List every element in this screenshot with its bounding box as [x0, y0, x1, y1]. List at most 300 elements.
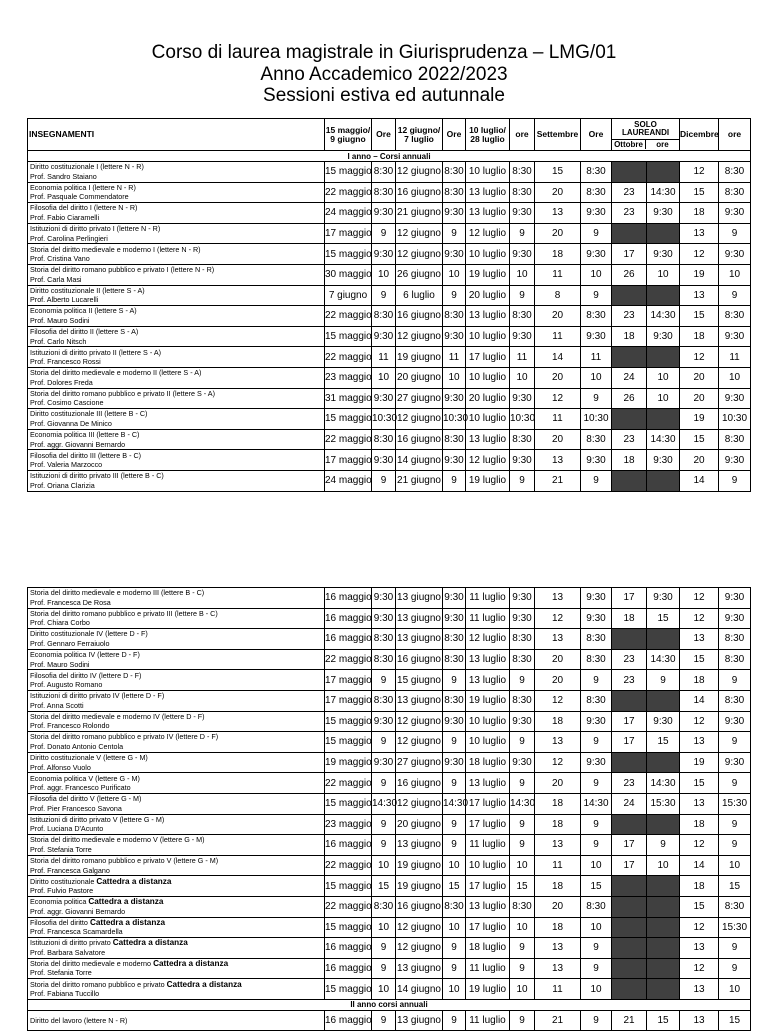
cell-d5: 23 — [612, 773, 647, 794]
course-cell — [28, 917, 325, 938]
cell-d4: 20 — [535, 367, 581, 388]
cell-o2: 9:30 — [443, 203, 466, 224]
cell-d2: 13 giugno — [396, 608, 443, 629]
cell-o2: 9:30 — [443, 326, 466, 347]
cell-o1: 8:30 — [372, 162, 396, 183]
cell-o6: 9:30 — [719, 711, 751, 732]
cell-o6: 9:30 — [719, 608, 751, 629]
header-ore-1: Ore — [372, 119, 396, 151]
professor-name: Prof. aggr. Francesco Purificato — [30, 783, 131, 793]
cell-o5: 9:30 — [647, 244, 680, 265]
cell-d6: 14 — [680, 690, 719, 711]
professor-name: Prof. Chiara Corbo — [30, 618, 90, 628]
table-row — [28, 450, 751, 471]
cell-d4: 18 — [535, 793, 581, 814]
professor-name: Prof. Pasquale Commendatore — [30, 192, 129, 202]
course-cell — [28, 203, 325, 224]
cell-o4: 9 — [581, 285, 612, 306]
cell-d2: 21 giugno — [396, 470, 443, 491]
cell-d1: 15 maggio — [325, 409, 372, 430]
course-name: Storia del diritto medievale e moderno III (lettere B - C) — [30, 588, 205, 598]
cell-d5 — [612, 958, 647, 979]
cell-o2: 8:30 — [443, 649, 466, 670]
course-name: Filosofia del diritto III (lettere B - C) — [30, 450, 142, 460]
professor-name: Prof. Anna Scotti — [30, 700, 84, 710]
cell-d1: 30 maggio — [325, 264, 372, 285]
cell-o2: 9:30 — [443, 711, 466, 732]
cell-o5 — [647, 285, 680, 306]
cell-o3: 8:30 — [510, 162, 535, 183]
cell-o5 — [647, 223, 680, 244]
cell-d6: 15 — [680, 306, 719, 327]
professor-name: Prof. Pier Francesco Savona — [30, 803, 122, 813]
cell-o4: 9 — [581, 835, 612, 856]
cell-d6: 19 — [680, 752, 719, 773]
cell-d2: 13 giugno — [396, 690, 443, 711]
cell-d3: 18 luglio — [466, 938, 510, 959]
cell-d1: 22 maggio — [325, 429, 372, 450]
course-name: Istituzioni di diritto privato — [30, 938, 111, 948]
cell-o4: 9:30 — [581, 244, 612, 265]
header-session-3: 10 luglio/ 28 luglio — [466, 119, 510, 151]
cell-d6: 18 — [680, 876, 719, 897]
cell-o1: 8:30 — [372, 896, 396, 917]
cell-d2: 19 giugno — [396, 855, 443, 876]
cell-d5 — [612, 917, 647, 938]
course-cell — [28, 711, 325, 732]
cell-d3: 13 luglio — [466, 773, 510, 794]
course-cell — [28, 285, 325, 306]
table-row — [28, 670, 751, 691]
course-name: Istituzioni di diritto privato V (lettere G - M) — [30, 814, 165, 824]
cell-d4: 18 — [535, 711, 581, 732]
cell-d2: 12 giugno — [396, 711, 443, 732]
cell-o3: 9 — [510, 835, 535, 856]
cell-o1: 8:30 — [372, 690, 396, 711]
course-name: Istituzioni di diritto privato IV (lettere D - F) — [30, 691, 165, 701]
professor-name: Prof. Stefania Torre — [30, 844, 92, 854]
cell-d1: 16 maggio — [325, 588, 372, 609]
cell-d2: 13 giugno — [396, 1010, 443, 1031]
cell-d4: 21 — [535, 470, 581, 491]
cell-o2: 8:30 — [443, 690, 466, 711]
cell-o4: 9:30 — [581, 450, 612, 471]
cell-o3: 9:30 — [510, 388, 535, 409]
table-row — [28, 1010, 751, 1031]
cell-o6: 9:30 — [719, 388, 751, 409]
cell-d1: 24 maggio — [325, 203, 372, 224]
cell-o1: 9 — [372, 1010, 396, 1031]
cell-o2: 10:30 — [443, 409, 466, 430]
cell-d6: 12 — [680, 244, 719, 265]
cell-d5: 21 — [612, 1010, 647, 1031]
professor-name: Prof. Francesca Scamardella — [30, 927, 123, 937]
cell-d6: 13 — [680, 629, 719, 650]
cell-o1: 9:30 — [372, 588, 396, 609]
cell-o4: 9:30 — [581, 752, 612, 773]
cell-o1: 10 — [372, 367, 396, 388]
professor-name: Prof. Donato Antonio Centola — [30, 741, 124, 751]
cell-o5 — [647, 470, 680, 491]
cell-d5 — [612, 814, 647, 835]
cell-d3: 10 luglio — [466, 244, 510, 265]
cell-d6: 12 — [680, 711, 719, 732]
professor-name: Prof. Mauro Sodini — [30, 659, 90, 669]
cell-o6: 9 — [719, 470, 751, 491]
cell-d3: 11 luglio — [466, 608, 510, 629]
cell-o2: 9:30 — [443, 388, 466, 409]
professor-name: Prof. Francesco Rossi — [30, 357, 101, 367]
table-row — [28, 203, 751, 224]
distance-course-label: Cattedra a distanza — [96, 876, 172, 886]
cell-d3: 18 luglio — [466, 752, 510, 773]
cell-d2: 12 giugno — [396, 162, 443, 183]
cell-o1: 9 — [372, 958, 396, 979]
cell-d3: 13 luglio — [466, 896, 510, 917]
course-cell — [28, 162, 325, 183]
cell-o6: 8:30 — [719, 896, 751, 917]
cell-o3: 9:30 — [510, 450, 535, 471]
course-name: Filosofia del diritto I (lettere N - R) — [30, 203, 138, 213]
cell-o1: 10 — [372, 979, 396, 1000]
cell-o3: 9 — [510, 732, 535, 753]
header-dicembre: Dicembre — [680, 119, 719, 151]
cell-o2: 10 — [443, 367, 466, 388]
cell-o4: 9 — [581, 958, 612, 979]
cell-d5 — [612, 162, 647, 183]
cell-d1: 7 giugno — [325, 285, 372, 306]
cell-d4: 20 — [535, 670, 581, 691]
cell-d1: 15 maggio — [325, 162, 372, 183]
cell-d5: 23 — [612, 306, 647, 327]
cell-o3: 9 — [510, 938, 535, 959]
cell-d2: 19 giugno — [396, 347, 443, 368]
cell-o3: 9 — [510, 773, 535, 794]
cell-d5 — [612, 876, 647, 897]
cell-d3: 10 luglio — [466, 409, 510, 430]
cell-o2: 14:30 — [443, 793, 466, 814]
cell-d5: 23 — [612, 670, 647, 691]
professor-name: Prof. Carlo Nitsch — [30, 336, 87, 346]
table-row — [28, 608, 751, 629]
cell-d5 — [612, 690, 647, 711]
cell-o3: 9:30 — [510, 588, 535, 609]
professor-name: Prof. Stefania Torre — [30, 968, 92, 978]
course-name: Storia del diritto romano pubblico e privato IV (lettere D - F) — [30, 732, 219, 742]
cell-o4: 10:30 — [581, 409, 612, 430]
header-settembre: Settembre — [535, 119, 581, 151]
cell-o2: 9 — [443, 773, 466, 794]
cell-o1: 9 — [372, 835, 396, 856]
professor-name: Prof. Alfonso Vuolo — [30, 762, 91, 772]
cell-d4: 20 — [535, 773, 581, 794]
cell-o5: 15 — [647, 732, 680, 753]
cell-d2: 12 giugno — [396, 732, 443, 753]
cell-d3: 10 luglio — [466, 711, 510, 732]
cell-d1: 24 maggio — [325, 470, 372, 491]
cell-d2: 27 giugno — [396, 388, 443, 409]
cell-d2: 15 giugno — [396, 670, 443, 691]
cell-d1: 22 maggio — [325, 773, 372, 794]
course-name: Economia politica V (lettere G - M) — [30, 773, 140, 783]
cell-d2: 6 luglio — [396, 285, 443, 306]
course-name: Diritto costituzionale V (lettere G - M) — [30, 753, 148, 763]
cell-o3: 8:30 — [510, 649, 535, 670]
course-cell — [28, 306, 325, 327]
cell-d3: 10 luglio — [466, 855, 510, 876]
course-cell — [28, 649, 325, 670]
professor-name: Prof. Alberto Lucarelli — [30, 295, 99, 305]
cell-o6: 9:30 — [719, 588, 751, 609]
cell-o4: 11 — [581, 347, 612, 368]
table-row — [28, 649, 751, 670]
course-cell — [28, 876, 325, 897]
course-name: Diritto costituzionale IV (lettere D - F) — [30, 629, 148, 639]
cell-d6: 18 — [680, 203, 719, 224]
cell-o3: 9 — [510, 670, 535, 691]
professor-name: Prof. aggr. Giovanni Bernardo — [30, 439, 126, 449]
cell-o6: 15 — [719, 1010, 751, 1031]
cell-d5: 23 — [612, 429, 647, 450]
professor-name: Prof. Francesca De Rosa — [30, 597, 111, 607]
cell-d4: 12 — [535, 752, 581, 773]
cell-o5 — [647, 958, 680, 979]
course-cell — [28, 264, 325, 285]
cell-o3: 11 — [510, 347, 535, 368]
cell-o4: 9 — [581, 773, 612, 794]
table-row — [28, 588, 751, 609]
cell-o4: 8:30 — [581, 649, 612, 670]
cell-o3: 10 — [510, 979, 535, 1000]
header-ore-2: Ore — [443, 119, 466, 151]
cell-d2: 14 giugno — [396, 450, 443, 471]
cell-d4: 15 — [535, 162, 581, 183]
cell-o1: 15 — [372, 876, 396, 897]
cell-d1: 16 maggio — [325, 629, 372, 650]
cell-d4: 20 — [535, 306, 581, 327]
professor-name: Prof. Francesco Rolondo — [30, 721, 110, 731]
cell-o2: 10 — [443, 855, 466, 876]
section-row — [28, 151, 751, 162]
cell-d5 — [612, 223, 647, 244]
cell-o5: 9:30 — [647, 711, 680, 732]
professor-name: Prof. Fulvio Pastore — [30, 886, 94, 896]
course-name: Diritto costituzionale I (lettere N - R) — [30, 162, 144, 172]
cell-d5 — [612, 629, 647, 650]
exam-schedule-table-2 — [27, 587, 751, 1031]
cell-d3: 19 luglio — [466, 264, 510, 285]
cell-o5 — [647, 629, 680, 650]
cell-o6: 9:30 — [719, 326, 751, 347]
course-cell — [28, 896, 325, 917]
cell-d3: 17 luglio — [466, 876, 510, 897]
cell-o6: 8:30 — [719, 162, 751, 183]
cell-d2: 13 giugno — [396, 958, 443, 979]
cell-o2: 9 — [443, 285, 466, 306]
cell-o3: 8:30 — [510, 896, 535, 917]
cell-o6: 10 — [719, 979, 751, 1000]
cell-d5 — [612, 409, 647, 430]
course-cell — [28, 409, 325, 430]
cell-o2: 9 — [443, 223, 466, 244]
cell-d3: 17 luglio — [466, 793, 510, 814]
cell-o4: 9:30 — [581, 711, 612, 732]
cell-o4: 10 — [581, 264, 612, 285]
cell-o3: 9:30 — [510, 711, 535, 732]
cell-o6: 15:30 — [719, 917, 751, 938]
cell-d3: 19 luglio — [466, 979, 510, 1000]
cell-d1: 22 maggio — [325, 896, 372, 917]
cell-d6: 20 — [680, 450, 719, 471]
cell-o3: 8:30 — [510, 690, 535, 711]
cell-o2: 9:30 — [443, 752, 466, 773]
table-row — [28, 244, 751, 265]
course-name: Economia politica — [30, 897, 87, 907]
cell-o3: 10 — [510, 917, 535, 938]
cell-d2: 12 giugno — [396, 938, 443, 959]
cell-o5: 15 — [647, 608, 680, 629]
course-cell — [28, 629, 325, 650]
cell-d5: 17 — [612, 711, 647, 732]
cell-d1: 15 maggio — [325, 711, 372, 732]
cell-d6: 12 — [680, 588, 719, 609]
cell-d5: 23 — [612, 182, 647, 203]
table-row — [28, 409, 751, 430]
cell-o6: 10 — [719, 855, 751, 876]
cell-o4: 9 — [581, 670, 612, 691]
cell-d1: 15 maggio — [325, 326, 372, 347]
cell-o2: 8:30 — [443, 429, 466, 450]
professor-name: Prof. Francesca Galgano — [30, 865, 110, 875]
cell-o2: 9 — [443, 670, 466, 691]
cell-o6: 9 — [719, 670, 751, 691]
course-cell — [28, 450, 325, 471]
course-cell — [28, 608, 325, 629]
cell-o6: 9:30 — [719, 244, 751, 265]
professor-name: Prof. Gennaro Ferraiuolo — [30, 638, 110, 648]
course-cell — [28, 979, 325, 1000]
cell-d5 — [612, 752, 647, 773]
cell-d4: 13 — [535, 958, 581, 979]
course-name: Economia politica I (lettere N - R) — [30, 182, 136, 192]
cell-o2: 10 — [443, 979, 466, 1000]
cell-d3: 13 luglio — [466, 306, 510, 327]
cell-d2: 16 giugno — [396, 306, 443, 327]
cell-o4: 9 — [581, 814, 612, 835]
cell-d4: 11 — [535, 979, 581, 1000]
cell-d6: 20 — [680, 388, 719, 409]
cell-d3: 20 luglio — [466, 285, 510, 306]
cell-o1: 11 — [372, 347, 396, 368]
course-cell — [28, 326, 325, 347]
distance-course-label: Cattedra a distanza — [89, 917, 166, 927]
course-cell — [28, 244, 325, 265]
course-cell — [28, 773, 325, 794]
cell-o5: 9:30 — [647, 326, 680, 347]
cell-o2: 9 — [443, 1010, 466, 1031]
cell-d1: 22 maggio — [325, 347, 372, 368]
cell-d6: 13 — [680, 938, 719, 959]
cell-d4: 18 — [535, 917, 581, 938]
table-row — [28, 470, 751, 491]
cell-o1: 9 — [372, 814, 396, 835]
cell-o6: 9:30 — [719, 203, 751, 224]
table-row — [28, 367, 751, 388]
cell-o1: 9:30 — [372, 752, 396, 773]
cell-d4: 21 — [535, 1010, 581, 1031]
cell-d5 — [612, 896, 647, 917]
table-row — [28, 264, 751, 285]
table-row — [28, 347, 751, 368]
cell-o6: 15:30 — [719, 793, 751, 814]
cell-d6: 20 — [680, 367, 719, 388]
cell-o2: 9:30 — [443, 244, 466, 265]
cell-d2: 13 giugno — [396, 588, 443, 609]
cell-o3: 10 — [510, 855, 535, 876]
cell-d4: 20 — [535, 896, 581, 917]
cell-o1: 9:30 — [372, 711, 396, 732]
cell-d4: 13 — [535, 732, 581, 753]
table-row — [28, 979, 751, 1000]
cell-d6: 14 — [680, 470, 719, 491]
professor-name: Prof. Giovanna De Minico — [30, 418, 112, 428]
cell-o4: 8:30 — [581, 182, 612, 203]
cell-d3: 11 luglio — [466, 835, 510, 856]
cell-o5: 9:30 — [647, 450, 680, 471]
cell-o4: 9:30 — [581, 203, 612, 224]
course-name: Filosofia del diritto II (lettere S - A) — [30, 327, 139, 337]
cell-o1: 9 — [372, 470, 396, 491]
professor-name: Prof. Cristina Vano — [30, 254, 90, 264]
cell-o2: 8:30 — [443, 182, 466, 203]
cell-d2: 12 giugno — [396, 244, 443, 265]
cell-d2: 13 giugno — [396, 629, 443, 650]
cell-o4: 8:30 — [581, 896, 612, 917]
cell-o2: 9 — [443, 938, 466, 959]
course-name: Istituzioni di diritto privato I (lettere N - R) — [30, 224, 161, 234]
cell-d6: 19 — [680, 264, 719, 285]
cell-d3: 10 luglio — [466, 326, 510, 347]
professor-name: Prof. Carla Masi — [30, 274, 82, 284]
cell-o3: 9:30 — [510, 752, 535, 773]
cell-o1: 10 — [372, 917, 396, 938]
cell-o5: 14:30 — [647, 649, 680, 670]
cell-o1: 10:30 — [372, 409, 396, 430]
course-cell — [28, 814, 325, 835]
professor-name: Prof. aggr. Giovanni Bernardo — [30, 906, 126, 916]
cell-d3: 17 luglio — [466, 917, 510, 938]
course-name: Storia del diritto romano pubblico e privato V (lettere G - M) — [30, 856, 219, 866]
cell-d5: 17 — [612, 588, 647, 609]
cell-o5: 9:30 — [647, 588, 680, 609]
course-name: Storia del diritto romano pubblico e privato — [30, 979, 165, 989]
cell-d5 — [612, 470, 647, 491]
distance-course-label: Cattedra a distanza — [88, 897, 164, 907]
cell-o5: 14:30 — [647, 773, 680, 794]
cell-d1: 16 maggio — [325, 1010, 372, 1031]
professor-name: Prof. Mauro Sodini — [30, 315, 90, 325]
cell-d5: 17 — [612, 855, 647, 876]
cell-o6: 9 — [719, 285, 751, 306]
cell-d1: 15 maggio — [325, 793, 372, 814]
cell-d1: 19 maggio — [325, 752, 372, 773]
cell-d3: 12 luglio — [466, 450, 510, 471]
cell-o4: 9 — [581, 1010, 612, 1031]
cell-d3: 11 luglio — [466, 958, 510, 979]
cell-d5 — [612, 347, 647, 368]
course-name: Economia politica III (lettere B - C) — [30, 430, 140, 440]
course-cell — [28, 223, 325, 244]
